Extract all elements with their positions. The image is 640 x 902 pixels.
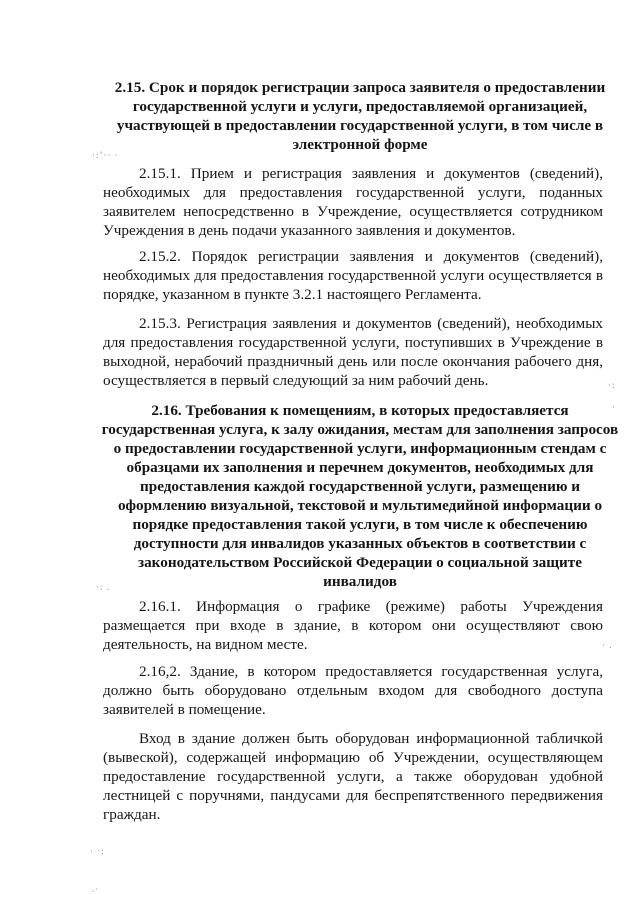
scan-noise: · ·: (90, 846, 105, 856)
scan-noise: · (612, 402, 616, 412)
scan-noise: · . (602, 640, 613, 650)
scan-noise: .· (92, 884, 100, 894)
paragraph-2-16-1: 2.16.1. Информация о графике (режиме) работы Учреждения размещается при входе в здание, в котором они осуществляют свою деятельность, на видном месте. (103, 598, 603, 653)
scan-noise: ·: (608, 380, 616, 390)
section-2-16-heading: 2.16. Требования к помещениям, в которых предоставляется государственная услуга, к залу ожидания, местам для заполнения запросов о предоставлении государственной услуги, информационным стендам с образцами их заполнения и перечнем документов, необходимых для предоставления каждой государственной услуги, размещению и оформлению визуальной, текстовой и мультимедийной информации о порядке предоставления такой услуги, в том числе к обеспечению доступности для инвалидов указанных объектов в соответствии с законодательством Российской Федерации о социальной защите инвалидов (101, 402, 619, 590)
paragraph-2-15-1: 2.15.1. Прием и регистрация заявления и документов (сведений), необходимых для предоставления государственной услуги, поданных заявителем непосредственно в Учреждение, осуществляется сотрудником Учреждения в день подачи указанного заявления и документов. (103, 165, 603, 239)
section-2-15-heading: 2.15. Срок и порядок регистрации запроса заявителя о предоставлении государственной услуги и услуги, предоставляемой организацией, участвующей в предоставлении государственной услуги, в том числе в электронной форме (114, 79, 606, 153)
scan-noise: ·:ʼ·· · (92, 150, 119, 160)
paragraph-2-16-2: 2.16,2. Здание, в котором предоставляется государственная услуга, должно быть оборудовано отдельным входом для свободного доступа заявителей в помещение. (103, 663, 603, 718)
paragraph-entrance-requirements: Вход в здание должен быть оборудован информационной табличкой (вывеской), содержащей информацию об Учреждении, осуществляющем предоставление государственной услуги, а также оборудован удобной лестницей с поручнями, пандусами для беспрепятственного передвижения граждан. (103, 730, 603, 823)
scan-noise: ·: . (96, 582, 110, 592)
paragraph-2-15-3: 2.15.3. Регистрация заявления и документов (сведений), необходимых для предоставления государственной услуги, поступивших в Учреждение в выходной, нерабочий праздничный день или после окончания рабочего дня, осуществляется в первый следующий за ним рабочий день. (103, 315, 603, 389)
paragraph-2-15-2: 2.15.2. Порядок регистрации заявления и документов (сведений), необходимых для предоставления государственной услуги осуществляется в порядке, указанном в пункте 3.2.1 настоящего Регламента. (103, 248, 603, 303)
